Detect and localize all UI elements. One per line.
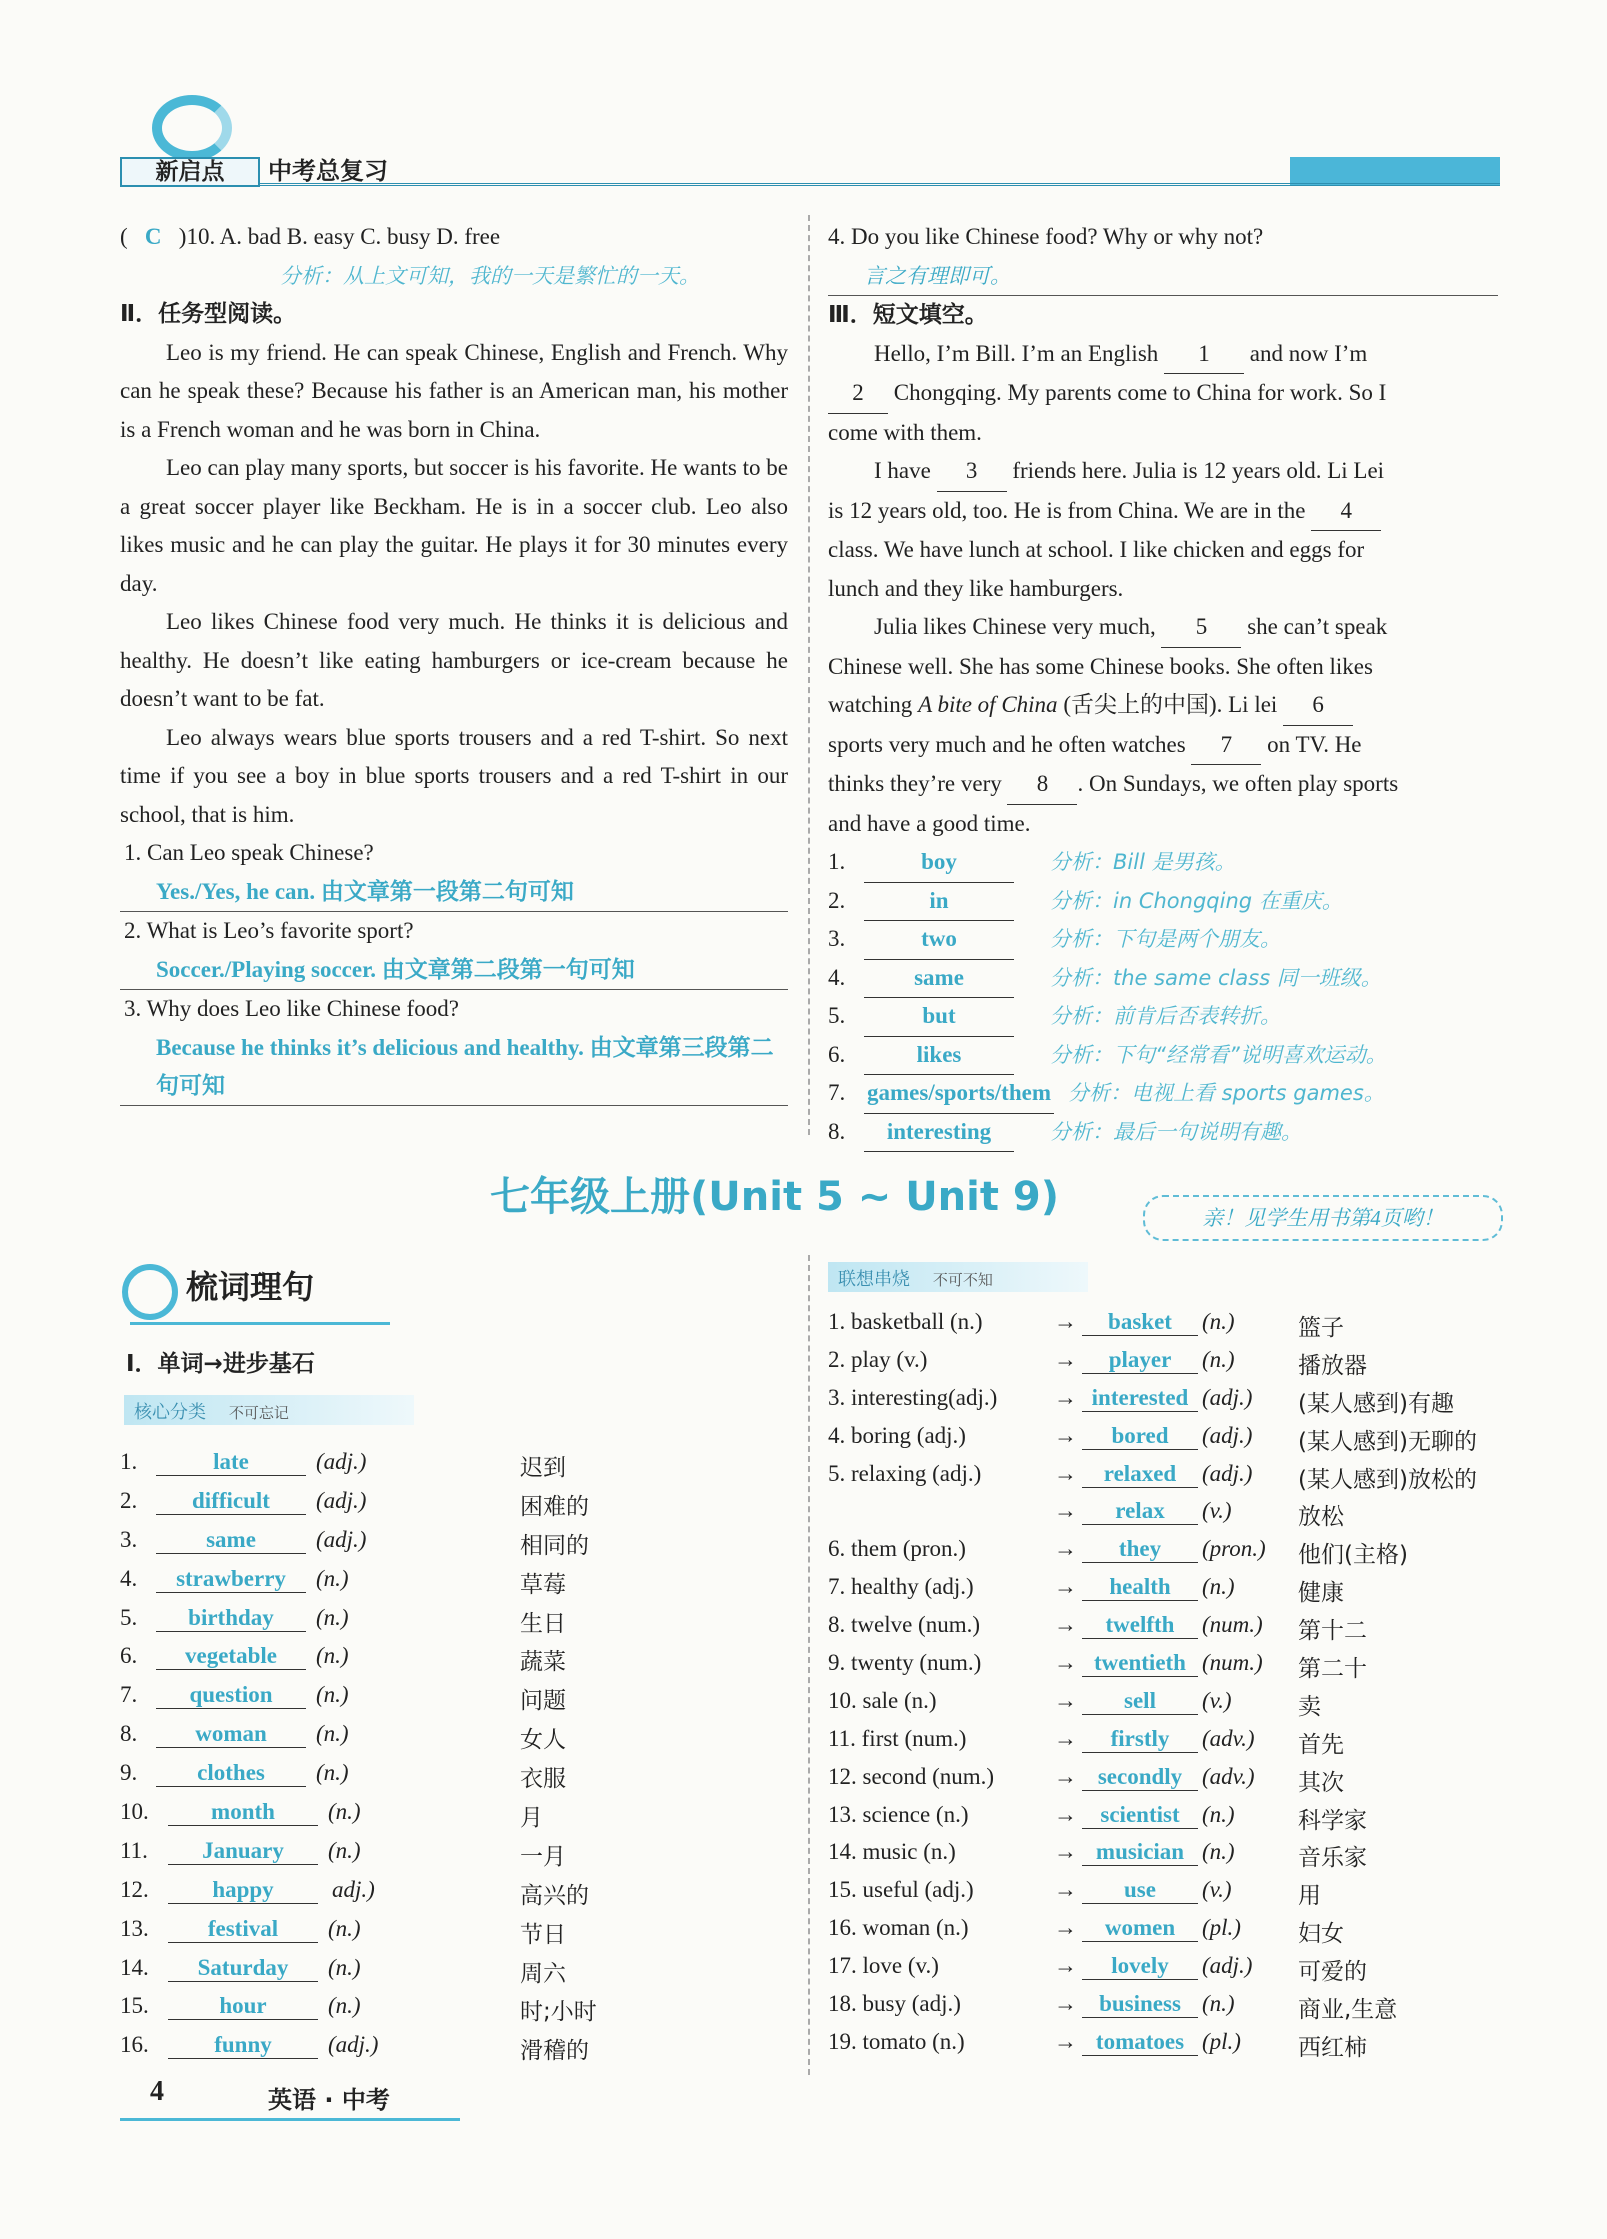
header-accent-bar bbox=[1290, 157, 1500, 185]
answer-1: Yes./Yes, he can. 由文章第一段第二句可知 bbox=[120, 873, 788, 913]
list-item: 6. vegetable (n.) 蔬菜 bbox=[120, 1643, 566, 1676]
header-rule bbox=[260, 183, 1500, 186]
answer-2: Soccer./Playing soccer. 由文章第二段第一句可知 bbox=[120, 951, 788, 991]
list-item: 1. basketball (n.) → basket (n.) 篮子 bbox=[828, 1309, 1344, 1341]
banner-note: 亲！见学生用书第4页哟！ bbox=[1143, 1195, 1503, 1241]
reading-paragraph-4: Leo always wears blue sports trousers and a red T-shirt. So next time if you see a boy in blue sports trousers and a red T-shirt in our school, that is him. bbox=[120, 724, 788, 827]
reading-paragraph-2: Leo can play many sports, but soccer is his favorite. He wants to be a great soccer player like Beckham. He is in a soccer club. Leo also likes music and he can play the guitar. He plays it for 30 minutes every day. bbox=[120, 455, 788, 596]
list-item: 19. tomato (n.) → tomatoes (pl.) 西红柿 bbox=[828, 2028, 1367, 2061]
answer-4: 言之有理即可。 bbox=[828, 257, 1498, 297]
blank-2: 2 bbox=[828, 374, 888, 414]
related-word-list bbox=[828, 1305, 1508, 2063]
list-item: 4. strawberry (n.) 草莓 bbox=[120, 1565, 566, 1598]
column-divider bbox=[808, 215, 810, 1135]
blank-5: 5 bbox=[1161, 608, 1241, 648]
tag-related: 联想串烧 不可不知 bbox=[828, 1262, 1088, 1292]
list-item: 6. them (pron.) → they (pron.) 他们(主格) bbox=[828, 1536, 1408, 1569]
list-item: 17. love (v.) → lovely (adj.) 可爱的 bbox=[828, 1953, 1367, 1986]
list-item: 14. Saturday (n.) 周六 bbox=[120, 1954, 566, 1987]
section-circle-icon bbox=[122, 1264, 178, 1320]
list-item: 9. twenty (num.) → twentieth (num.) 第二十 bbox=[828, 1650, 1367, 1683]
reading-paragraph-3: Leo likes Chinese food very much. He thinks it is delicious and healthy. He doesn’t like eating hamburgers or ice-cream because he doesn’t want to be fat. bbox=[120, 609, 788, 711]
list-item: 11. first (num.) → firstly (adv.) 首先 bbox=[828, 1725, 1344, 1758]
reading-paragraph-1: Leo is my friend. He can speak Chinese, English and French. Why can he speak these? Because his father is an American man, his mother is a French woman and he was born in China. bbox=[120, 339, 788, 442]
list-item: 16. funny (adj.) 滑稽的 bbox=[120, 2032, 589, 2065]
section-2-title: Ⅱ．任务型阅读。 bbox=[120, 301, 297, 327]
list-item: 12. happy adj.) 高兴的 bbox=[120, 1876, 589, 1909]
core-word-list bbox=[120, 1445, 770, 2067]
list-item: 1. late (adj.) 迟到 bbox=[120, 1449, 566, 1481]
list-item: 13. science (n.) → scientist (n.) 科学家 bbox=[828, 1801, 1367, 1834]
list-item: 15. useful (adj.) → use (v.) 用 bbox=[828, 1877, 1321, 1910]
list-item: 7. question (n.) 问题 bbox=[120, 1682, 566, 1715]
blank-1: 1 bbox=[1164, 335, 1244, 375]
list-item: 4. boring (adj.) → bored (adj.) (某人感到)无聊的 bbox=[828, 1422, 1477, 1455]
q10-options: )10. A. bad B. easy C. busy D. free bbox=[178, 224, 501, 249]
list-item: 14. music (n.) → musician (n.) 音乐家 bbox=[828, 1839, 1367, 1872]
logo-text: 新启点 bbox=[120, 157, 260, 187]
logo-swirl-icon bbox=[152, 95, 232, 161]
list-item: 16. woman (n.) → women (pl.) 妇女 bbox=[828, 1915, 1344, 1948]
list-item: → relax (v.) 放松 bbox=[1054, 1498, 1344, 1531]
blank-6: 6 bbox=[1283, 686, 1353, 726]
header-title: 中考总复习 bbox=[268, 157, 388, 185]
section-title: 梳词理句 bbox=[186, 1268, 315, 1306]
list-item: 3. same (adj.) 相同的 bbox=[120, 1526, 589, 1559]
question-10: ( C )10. A. bad B. easy C. busy D. free bbox=[120, 224, 501, 249]
right-top-column bbox=[828, 218, 1498, 1151]
q10-note: 分析：从上文可知，我的一天是繁忙的一天。 bbox=[280, 263, 700, 288]
section-3-title: Ⅲ．短文填空。 bbox=[828, 302, 988, 328]
page-number: 4 bbox=[150, 2076, 164, 2107]
list-item: 15. hour (n.) 时;小时 bbox=[120, 1993, 597, 2026]
list-item: 8. twelve (num.) → twelfth (num.) 第十二 bbox=[828, 1612, 1367, 1645]
question-1: 1. Can Leo speak Chinese? bbox=[124, 840, 374, 865]
list-item: 8. woman (n.) 女人 bbox=[120, 1721, 566, 1754]
question-2: 2. What is Leo’s favorite sport? bbox=[124, 918, 414, 943]
q10-answer: C bbox=[144, 224, 162, 249]
blank-3: 3 bbox=[937, 452, 1007, 492]
list-item: 3. interesting(adj.) → interested (adj.) (某人感到)有趣 bbox=[828, 1384, 1454, 1417]
list-item: 2. play (v.) → player (n.) 播放器 bbox=[828, 1346, 1367, 1379]
answer-3: Because he thinks it’s delicious and healthy. 由文章第三段第二句可知 bbox=[120, 1029, 788, 1106]
left-top-column bbox=[120, 218, 788, 1106]
question-3: 3. Why does Leo like Chinese food? bbox=[124, 996, 459, 1021]
list-item: 10. month (n.) 月 bbox=[120, 1799, 543, 1832]
list-item: 5. relaxing (adj.) → relaxed (adj.) (某人感到)放松的 bbox=[828, 1460, 1477, 1493]
list-item: 13. festival (n.) 节日 bbox=[120, 1915, 566, 1948]
list-item: 11. January (n.) 一月 bbox=[120, 1837, 566, 1870]
cloze-passage: Hello, I’m Bill. I’m an English 1 and now I’m 2 Chongqing. My parents come to China for work. So I come with them. I have 3 friends here. Julia is 12 years old. Li Lei is 12 years old, too. He is from China. We are in the 4 class. We have lunch at school. I like chicken and eggs for lunch and they like hamburgers. Julia likes Chinese very much, 5 she can’t speak Chinese well. She has some Chinese books. She often likes watching A bite of China (舌尖上的中国). Li lei 6 sports very much and he often watches 7 on TV. He thinks they’re very 8 . On Sundays, we often play sports and have a good time. bbox=[828, 335, 1498, 844]
blank-8: 8 bbox=[1007, 765, 1077, 805]
list-item: 18. busy (adj.) → business (n.) 商业,生意 bbox=[828, 1991, 1398, 2024]
unit-banner-title: 七年级上册(Unit 5 ~ Unit 9) bbox=[490, 1174, 1060, 1220]
list-item: 7. healthy (adj.) → health (n.) 健康 bbox=[828, 1574, 1344, 1607]
column-divider-lower bbox=[808, 1255, 810, 2075]
blank-4: 4 bbox=[1311, 492, 1381, 532]
list-item: 10. sale (n.) → sell (v.) 卖 bbox=[828, 1687, 1321, 1720]
list-item: 2. difficult (adj.) 困难的 bbox=[120, 1487, 589, 1520]
footer-text: 英语 · 中考 bbox=[268, 2086, 390, 2114]
list-item: 9. clothes (n.) 衣服 bbox=[120, 1760, 566, 1793]
section-underline bbox=[130, 1322, 390, 1325]
cloze-answers: 1. boy 分析：Bill 是男孩。 2. in 分析：in Chongqing 在重庆。 3. two 分析：下句是两个朋友。 4. same 分析：the same class 同一班级。 5. but 分析：前肯后否表转折。 6. likes 分析：下句“经常看”说明喜欢运动。 7. games/sports/them 分析：电视上看 sports games。 8. interesting 分析：最后一句说明有趣。 bbox=[828, 843, 1498, 1151]
list-item: 12. second (num.) → secondly (adv.) 其次 bbox=[828, 1763, 1344, 1796]
page-header bbox=[120, 95, 1500, 187]
vocab-subtitle: Ⅰ．单词→进步基石 bbox=[126, 1351, 315, 1377]
blank-7: 7 bbox=[1191, 726, 1261, 766]
tag-core: 核心分类 不可忘记 bbox=[124, 1395, 414, 1425]
footer-rule bbox=[120, 2118, 460, 2121]
list-item: 5. birthday (n.) 生日 bbox=[120, 1604, 566, 1637]
question-4: 4. Do you like Chinese food? Why or why not? bbox=[828, 224, 1264, 249]
